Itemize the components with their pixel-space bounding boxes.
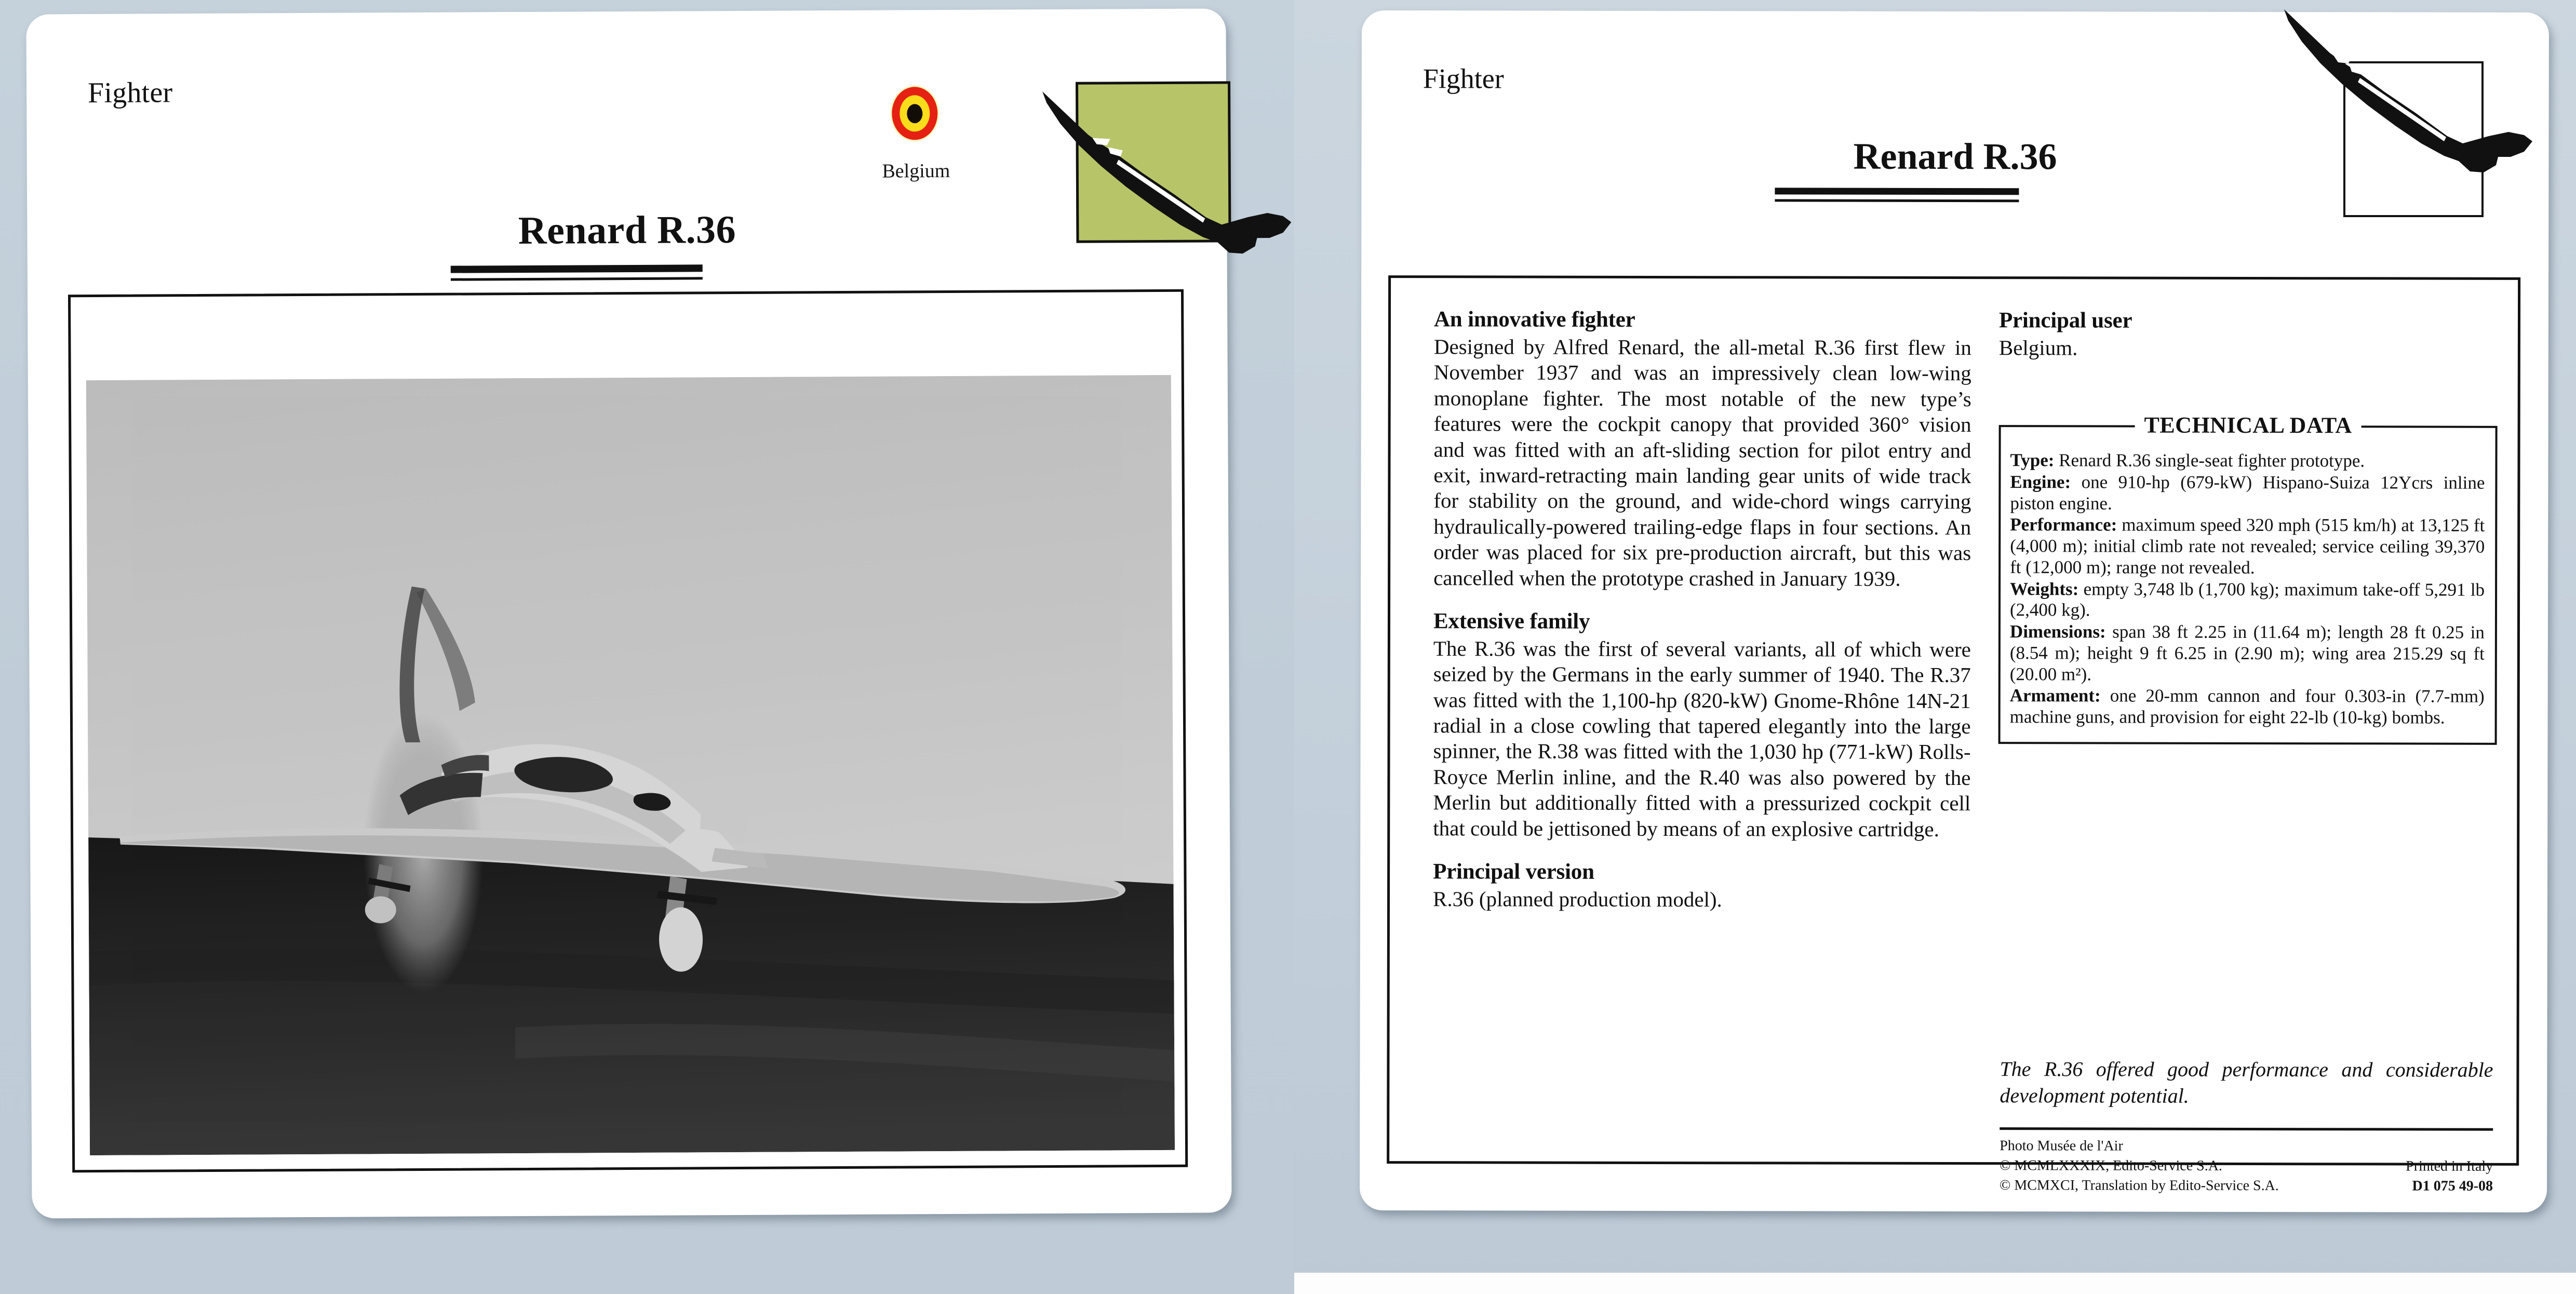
technical-data-rows bbox=[2010, 450, 2485, 729]
back-card-category-label: Fighter bbox=[1423, 63, 1504, 95]
back-card-title: Renard R.36 bbox=[1853, 135, 2057, 178]
photo-frame bbox=[68, 289, 1188, 1172]
footer-row-credit bbox=[2000, 1137, 2493, 1157]
section-heading-extensive-family: Extensive family bbox=[1433, 609, 1590, 634]
technical-data-value: span 38 ft 2.25 in (11.64 m); length 28 ft 0.25 in (8.54 m); height 9 ft 6.25 in (2.90 m); wing area 215.29 sq ft (20.00 m²). bbox=[2009, 621, 2485, 685]
footer-row-copyright-2 bbox=[2000, 1176, 2493, 1197]
technical-data-label: Dimensions: bbox=[2009, 621, 2106, 642]
technical-data-legend-text: TECHNICAL DATA bbox=[2135, 412, 2361, 439]
technical-data-value: maximum speed 320 mph (515 km/h) at 13,125 ft (4,000 m); initial climb rate not revealed; service ceiling 39,370 ft (12,000 m); range not revealed. bbox=[2010, 514, 2485, 578]
section-heading-innovative-fighter: An innovative fighter bbox=[1433, 307, 1635, 332]
country-label: Belgium bbox=[882, 159, 950, 182]
technical-data-label: Engine: bbox=[2010, 471, 2071, 492]
technical-data-value: one 910-hp (679-kW) Hispano-Suiza 12Ycrs inline piston engine. bbox=[2010, 472, 2485, 514]
back-title-rule-thick bbox=[1775, 188, 2019, 195]
printed-in-text: Printed in Italy bbox=[2406, 1158, 2493, 1175]
photo-credit-text: Photo Musée de l'Air bbox=[2000, 1138, 2123, 1154]
copyright-line-2: © MCMXCI, Translation by Edito-Service S.A. bbox=[2000, 1177, 2279, 1194]
back-card-right-column bbox=[1999, 308, 2498, 379]
back-card-left-column bbox=[1433, 306, 1971, 930]
technical-data-row bbox=[2010, 579, 2485, 622]
technical-data-row bbox=[2010, 621, 2485, 686]
section-heading-principal-user: Principal user bbox=[1998, 308, 2132, 333]
technical-data-label: Performance: bbox=[2010, 514, 2117, 535]
title-rule-thick bbox=[451, 264, 703, 273]
roundel-center-dot bbox=[907, 104, 922, 123]
technical-data-row bbox=[2010, 514, 2485, 579]
technical-data-legend bbox=[1999, 411, 2498, 439]
technical-data-value: one 20-mm cannon and four 0.303-in (7.7-mm) machine guns, and provision for eight 22-lb (10-kg) bombs. bbox=[2009, 685, 2485, 728]
aircraft-photo bbox=[86, 375, 1175, 1155]
footer-row-copyright-1 bbox=[2000, 1156, 2493, 1177]
technical-data-row bbox=[2010, 450, 2485, 472]
technical-data-label: Type: bbox=[2010, 450, 2055, 471]
section-text-extensive-family: The R.36 was the first of several variants, all of which were seized by the Germans in the early summer of 1940. The R.37 was fitted with the 1,100-hp (820-kW) Gnome-Rhône 14N-21 radial in a close cowling that tapered elegantly into the large spinner, the R.38 was fitted with the 1,030 hp (771-kW) Rolls-Royce Merlin inline, and the R.40 was also powered by the Merlin but additionally fitted with a pressurized cockpit cell that could be jettisoned by means of an explosive cartridge. bbox=[1433, 636, 1971, 841]
technical-data-value: empty 3,748 lb (1,700 kg); maximum take-off 5,291 lb (2,400 kg). bbox=[2009, 579, 2485, 620]
jet-outline-box bbox=[2343, 61, 2484, 217]
technical-data-panel bbox=[1998, 411, 2498, 745]
section-text-innovative-fighter: Designed by Alfred Renard, the all-metal R.36 first flew in November 1937 and was an impressively clean low-wing monoplane fighter. The most notable of the new type’s features were the cockpit canopy that provided 360° vision and was fitted with an aft-sliding section for pilot entry and exit, inward-retracting main landing gear units of wide track for stability on the ground, and wide-chord wings carrying hydraulically-powered trailing-edge flaps in four sections. An order was placed for six pre-production aircraft, but this was cancelled when the prototype crashed in January 1939. bbox=[1433, 335, 1971, 591]
section-heading-principal-version: Principal version bbox=[1433, 859, 1594, 884]
front-card-title: Renard R.36 bbox=[518, 207, 736, 253]
page-background-bottom-strip bbox=[1294, 1273, 2576, 1294]
technical-data-row bbox=[2010, 686, 2485, 729]
technical-data-row bbox=[2010, 472, 2485, 515]
belgium-roundel-icon bbox=[892, 87, 937, 140]
section-text-principal-version: R.36 (planned production model). bbox=[1432, 887, 1722, 912]
photo-caption: The R.36 offered good performance and considerable development potential. bbox=[2000, 1057, 2493, 1108]
section-text-principal-user: Belgium. bbox=[1998, 336, 2078, 360]
front-card-category-label: Fighter bbox=[87, 76, 173, 110]
roundel-middle-ring bbox=[900, 95, 930, 131]
technical-data-label: Weights: bbox=[2010, 578, 2079, 599]
copyright-line-1: © MCMLXXXIX, Edito-Service S.A. bbox=[2000, 1157, 2222, 1174]
technical-data-value: Renard R.36 single-seat fighter prototype. bbox=[2059, 450, 2365, 471]
card-footer bbox=[2000, 1137, 2493, 1197]
title-rule-thin bbox=[451, 277, 703, 281]
technical-data-label: Armament: bbox=[2009, 685, 2101, 706]
back-title-rule-thin bbox=[1775, 199, 2019, 202]
card-code-text: D1 075 49-08 bbox=[2412, 1178, 2493, 1194]
front-card[interactable] bbox=[26, 8, 1231, 1218]
